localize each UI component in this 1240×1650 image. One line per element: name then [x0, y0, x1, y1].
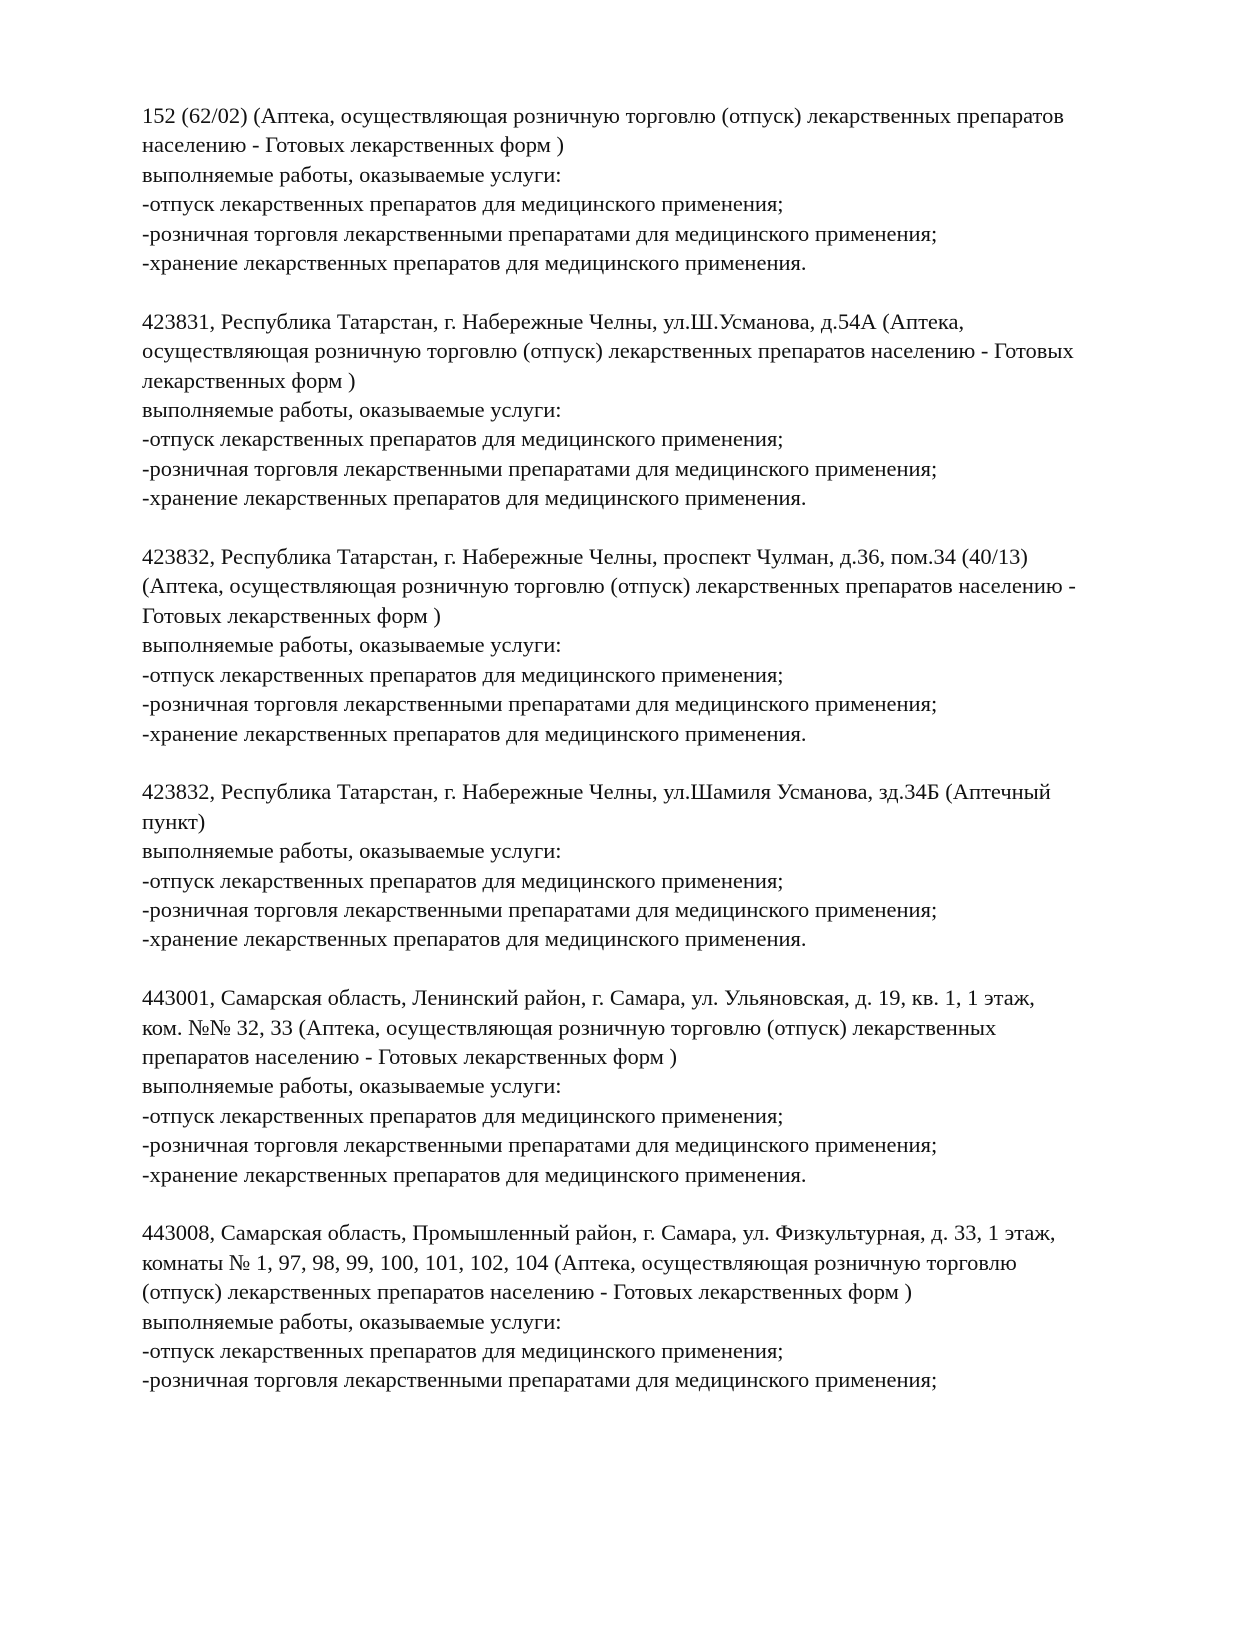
- entry-address-line: 423832, Республика Татарстан, г. Набережные Челны, проспект Чулман, д.36, пом.34 (40/13): [142, 544, 1028, 570]
- service-item: -хранение лекарственных препаратов для медицинского применения.: [142, 1161, 807, 1187]
- entry-address-line: лекарственных форм ): [142, 367, 356, 393]
- services-heading: выполняемые работы, оказываемые услуги:: [142, 1073, 562, 1099]
- service-item: -розничная торговля лекарственными препаратами для медицинского применения;: [142, 455, 938, 481]
- license-entry: [142, 542, 1152, 748]
- license-entry: [142, 1218, 1152, 1394]
- service-item: -розничная торговля лекарственными препаратами для медицинского применения;: [142, 1367, 938, 1393]
- service-item: -отпуск лекарственных препаратов для медицинского применения;: [142, 661, 784, 687]
- service-item: -отпуск лекарственных препаратов для медицинского применения;: [142, 1102, 784, 1128]
- entry-address-line: 152 (62/02) (Аптека, осуществляющая розничную торговлю (отпуск) лекарственных препаратов: [142, 103, 1064, 128]
- entry-address-line: населению - Готовых лекарственных форм ): [142, 132, 565, 158]
- services-heading: выполняемые работы, оказываемые услуги:: [142, 161, 562, 187]
- entry-address-line: Готовых лекарственных форм ): [142, 602, 441, 628]
- services-heading: выполняемые работы, оказываемые услуги:: [142, 397, 562, 423]
- entry-address-line: комнаты № 1, 97, 98, 99, 100, 101, 102, 104 (Аптека, осуществляющая розничную торговлю: [142, 1249, 1017, 1275]
- service-item: -розничная торговля лекарственными препаратами для медицинского применения;: [142, 1132, 938, 1158]
- service-item: -отпуск лекарственных препаратов для медицинского применения;: [142, 191, 784, 217]
- entry-address-line: 423831, Республика Татарстан, г. Набережные Челны, ул.Ш.Усманова, д.54А (Аптека,: [142, 308, 965, 334]
- entry-address-line: ком. №№ 32, 33 (Аптека, осуществляющая розничную торговлю (отпуск) лекарственных: [142, 1014, 997, 1040]
- license-entry: [142, 777, 1152, 953]
- service-item: -розничная торговля лекарственными препаратами для медицинского применения;: [142, 691, 938, 717]
- entry-address-line: пункт): [142, 808, 206, 834]
- entry-address-line: 443008, Самарская область, Промышленный район, г. Самара, ул. Физкультурная, д. 33, 1 этаж,: [142, 1220, 1056, 1246]
- entry-address-line: 443001, Самарская область, Ленинский район, г. Самара, ул. Ульяновская, д. 19, кв. 1, 1 этаж,: [142, 985, 1035, 1011]
- services-heading: выполняемые работы, оказываемые услуги:: [142, 1308, 562, 1334]
- services-heading: выполняемые работы, оказываемые услуги:: [142, 632, 562, 658]
- service-item: -хранение лекарственных препаратов для медицинского применения.: [142, 926, 807, 952]
- service-item: -отпуск лекарственных препаратов для медицинского применения;: [142, 867, 784, 893]
- service-item: -отпуск лекарственных препаратов для медицинского применения;: [142, 426, 784, 452]
- service-item: -хранение лекарственных препаратов для медицинского применения.: [142, 250, 807, 276]
- license-entry: [142, 983, 1152, 1189]
- service-item: -отпуск лекарственных препаратов для медицинского применения;: [142, 1337, 784, 1363]
- services-heading: выполняемые работы, оказываемые услуги:: [142, 838, 562, 864]
- entry-address-line: препаратов населению - Готовых лекарственных форм ): [142, 1043, 678, 1069]
- service-item: -розничная торговля лекарственными препаратами для медицинского применения;: [142, 220, 938, 246]
- entry-address-line: (отпуск) лекарственных препаратов населению - Готовых лекарственных форм ): [142, 1279, 913, 1305]
- license-entry: [142, 101, 1152, 277]
- service-item: -хранение лекарственных препаратов для медицинского применения.: [142, 720, 807, 746]
- entry-address-line: (Аптека, осуществляющая розничную торговлю (отпуск) лекарственных препаратов населению -: [142, 573, 1076, 599]
- license-entry: [142, 307, 1152, 513]
- entry-address-line: 423832, Республика Татарстан, г. Набережные Челны, ул.Шамиля Усманова, зд.34Б (Аптечный: [142, 779, 1051, 805]
- service-item: -хранение лекарственных препаратов для медицинского применения.: [142, 485, 807, 511]
- service-item: -розничная торговля лекарственными препаратами для медицинского применения;: [142, 896, 938, 922]
- entry-address-line: осуществляющая розничную торговлю (отпуск) лекарственных препаратов населению - Готовых: [142, 338, 1074, 364]
- document-page: [142, 101, 1152, 1424]
